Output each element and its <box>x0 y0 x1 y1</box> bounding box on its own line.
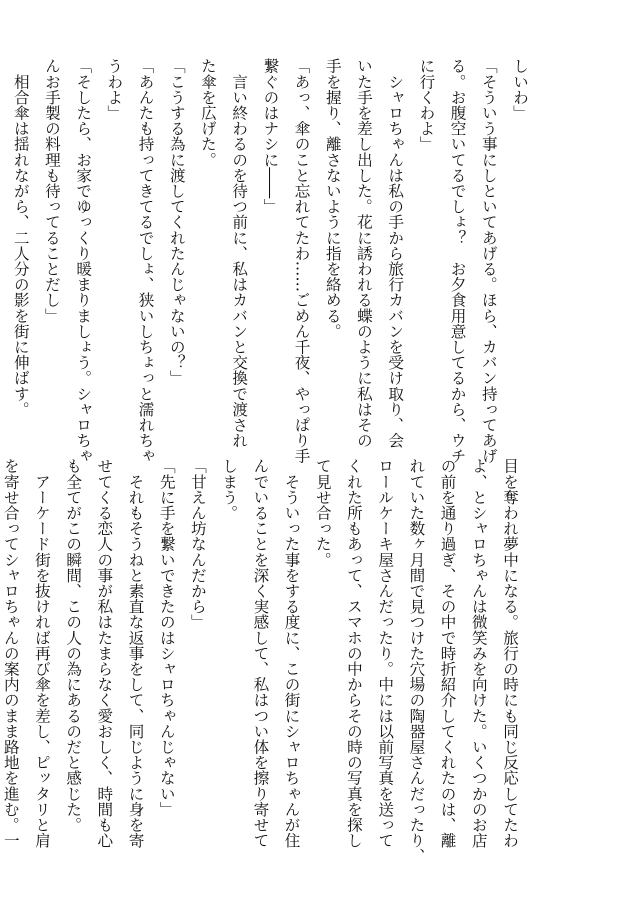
text-line: 「そういう事にしといてあげる。ほら、カバン持ってあげ <box>479 58 498 464</box>
text-line: そういった事をする度に、この街にシャロちゃんが住 <box>282 458 301 848</box>
text-line: んでいることを深く実感して、私はつい体を擦り寄せて <box>251 458 270 848</box>
text-line: も全てがこの瞬間、この人の為にあるのだと感じた。 <box>64 458 83 833</box>
text-line: に行くわよ」 <box>417 58 436 152</box>
text-line: 「あんたも持ってきてるでしょ、狭いしちょっと濡れちゃ <box>136 58 155 464</box>
text-line: シャロちゃんは私の手から旅行カバンを受け取り、会 <box>386 58 405 448</box>
bottom-text-block <box>1 458 525 864</box>
text-line: る。お腹空いてるでしょ？ お夕食用意してるから、ウチ <box>448 58 467 464</box>
text-line: 相合傘は揺れながら、二人分の影を街に伸ばす。 <box>11 58 30 417</box>
text-line: 繋ぐのはナシに――」 <box>261 58 280 214</box>
text-line: よ、とシャロちゃんは微笑みを向けた。いくつかのお店 <box>469 458 488 848</box>
text-line: しまう。 <box>220 458 239 521</box>
text-line: それもそうねと素直な返事をして、同じように身を寄 <box>126 458 145 848</box>
text-line: れていた数ヶ月間で見つけた穴場の陶器屋さんだったり、 <box>407 458 426 864</box>
text-line: せてくる恋人の事が私はたまらなく愛おしく、時間も心 <box>95 458 114 848</box>
text-line: 「あっ、傘のこと忘れてたわ……ごめん千夜、やっぱり手 <box>292 58 311 464</box>
text-line: て見せ合った。 <box>313 458 332 568</box>
text-line: 言い終わるのを待つ前に、私はカバンと交換で渡され <box>230 58 249 448</box>
text-line: の前を通り過ぎ、その中で時折紹介してくれたのは、離 <box>438 458 457 848</box>
text-line: うわよ」 <box>105 58 124 121</box>
text-line: 手を握り、離さないように指を絡める。 <box>323 58 342 339</box>
text-line: 「甘えん坊なんだから」 <box>188 458 207 630</box>
text-line: しいわ」 <box>511 58 529 121</box>
text-line: んお手製の料理も待ってることだし」 <box>42 58 61 324</box>
text-line: いた手を差し出した。花に誘われる蝶のように私はその <box>354 58 373 448</box>
text-line: 「そしたら、お家でゆっくり暖まりましょう。シャロちゃ <box>74 58 93 464</box>
text-line: た傘を広げた。 <box>198 58 217 168</box>
text-line: ロールケーキ屋さんだったり。中には以前写真を送って <box>376 458 395 848</box>
text-line: 「先に手を繋いできたのはシャロちゃんじゃない」 <box>157 458 176 817</box>
text-line: を寄せ合ってシャロちゃんの案内のまま路地を進む。一 <box>1 458 20 848</box>
text-line: アーケード街を抜ければ再び傘を差し、ピッタリと肩 <box>32 458 51 848</box>
text-line: くれた所もあって、スマホの中からその時の写真を探し <box>344 458 363 848</box>
text-line: 「こうする為に渡してくれたんじゃないの？」 <box>167 58 186 386</box>
text-line <box>0 58 5 448</box>
text-line: 目を奪われ夢中になる。旅行の時にも同じ反応してたわ <box>501 458 519 848</box>
top-text-block <box>11 58 535 464</box>
